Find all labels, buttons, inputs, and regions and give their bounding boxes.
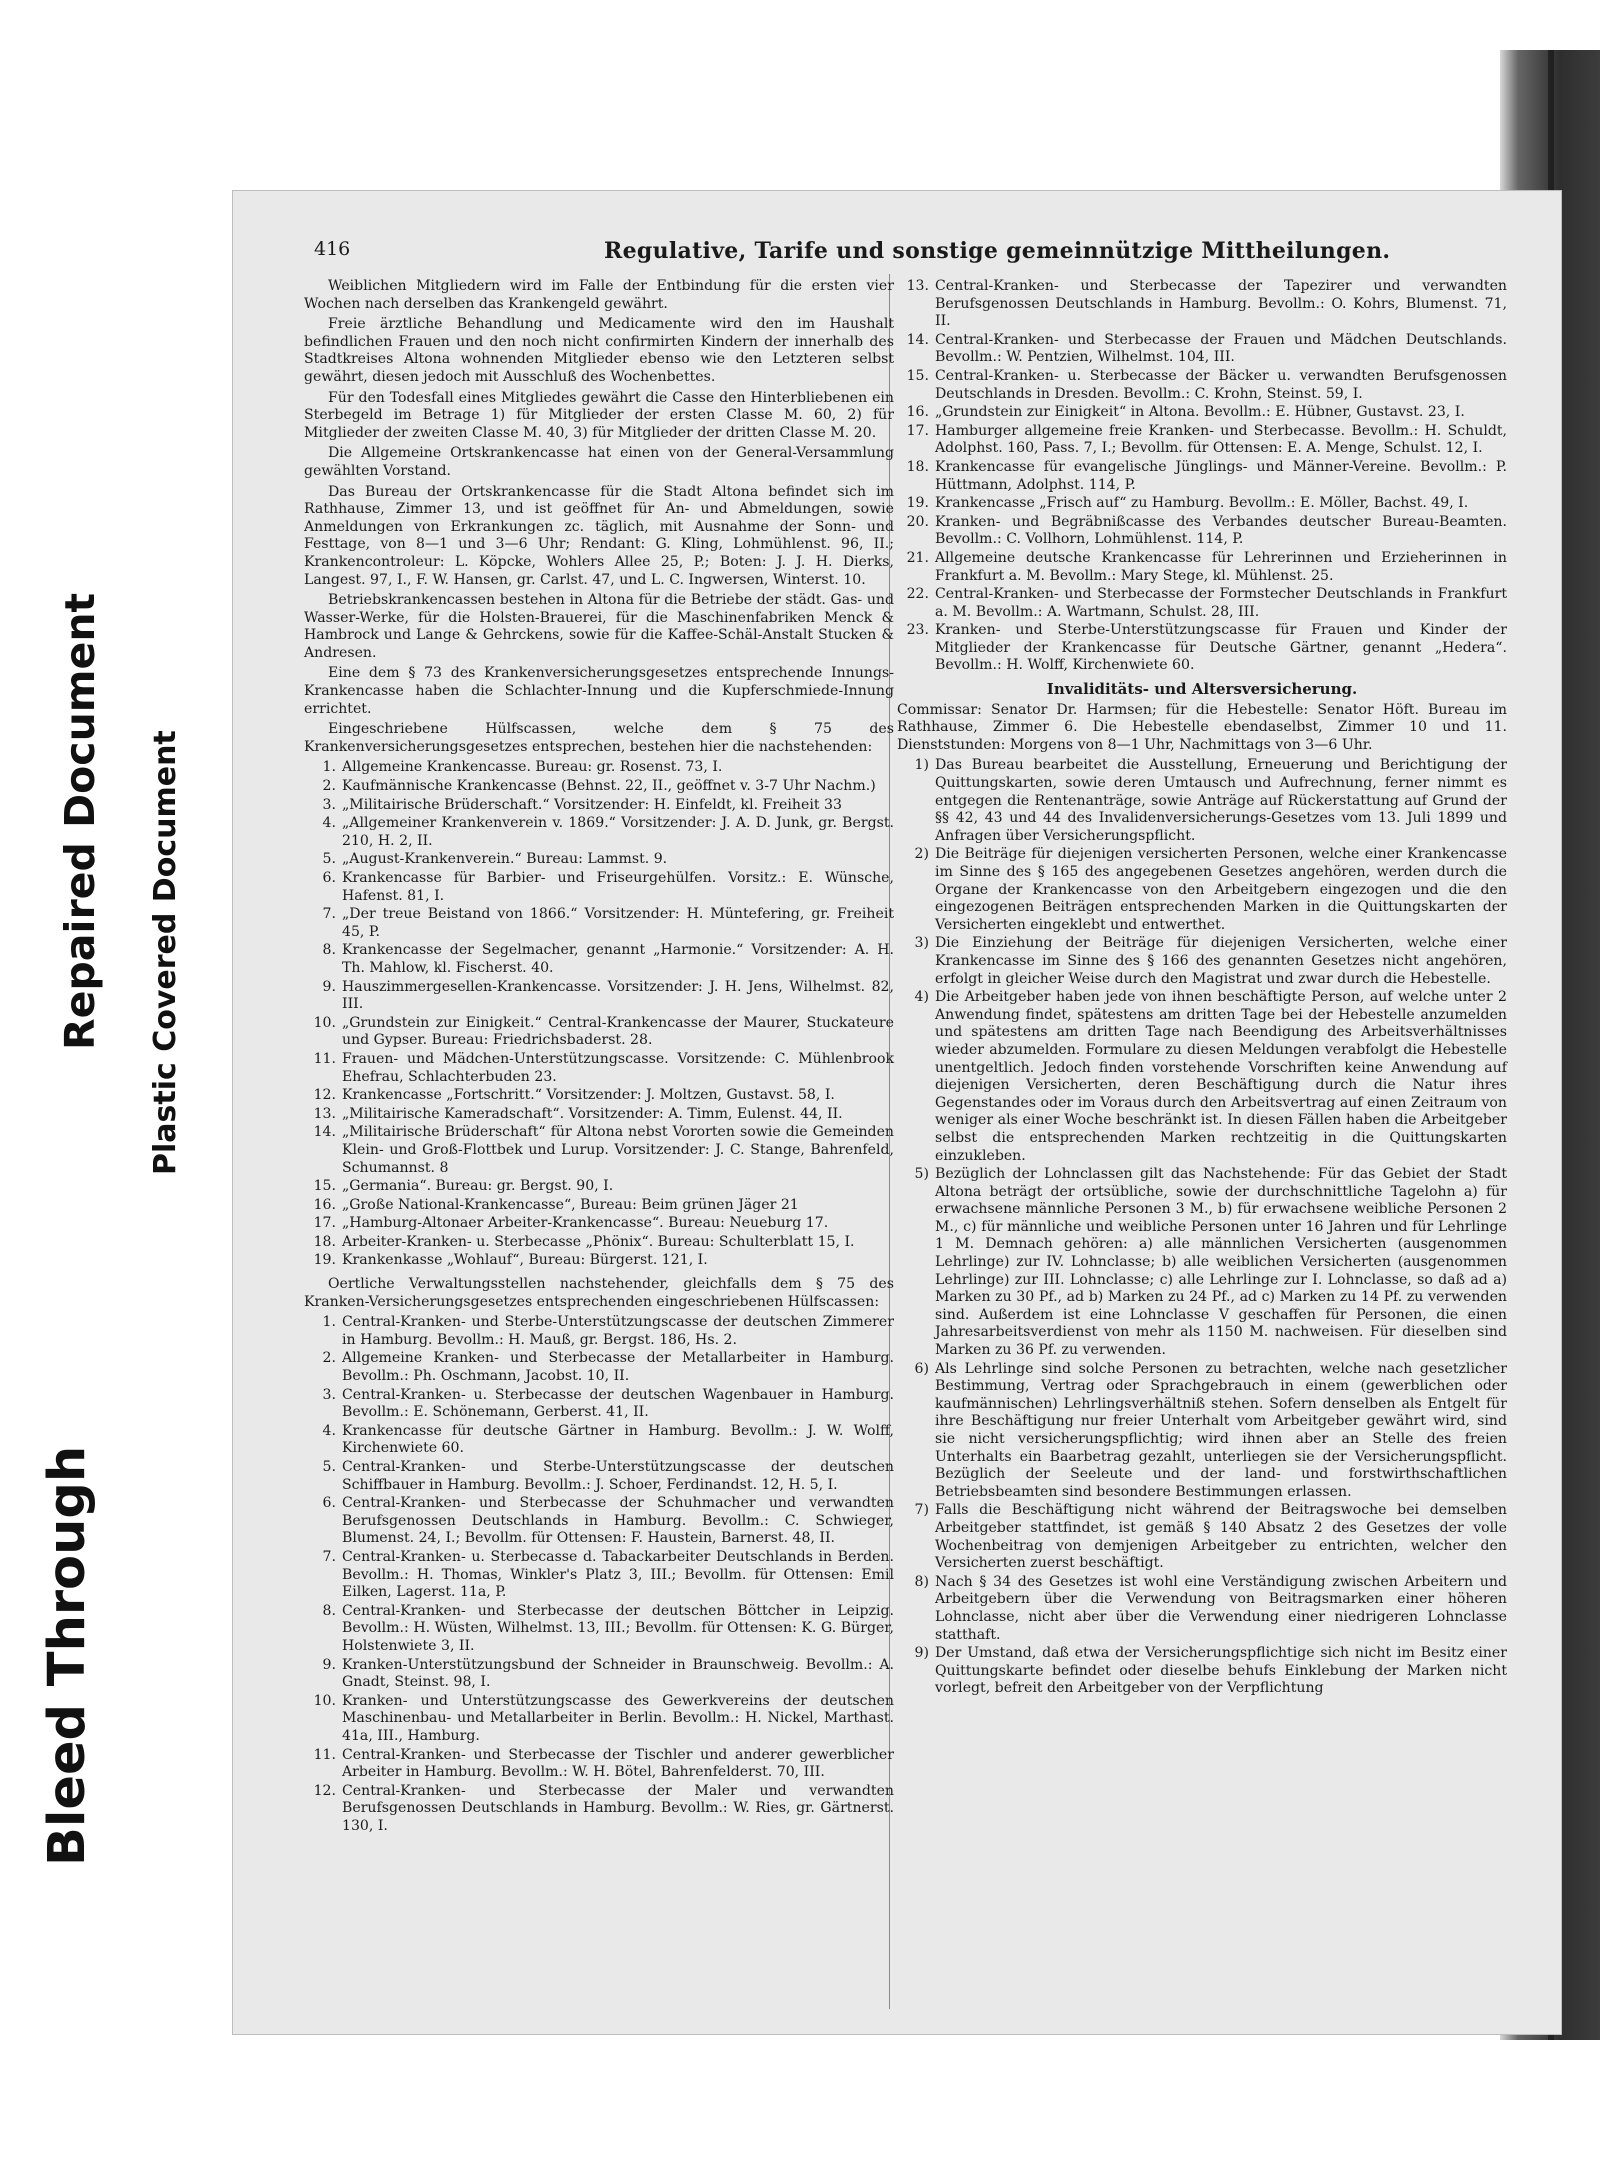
list-item-number: 5. [322, 851, 336, 868]
list-item [897, 404, 1507, 422]
list-item [304, 851, 894, 869]
list-item-text: Krankencasse für Barbier- und Friseurgehülfen. Vorsitz.: E. Wünsche, Hafenst. 81, I. [342, 870, 894, 904]
list-item [304, 759, 894, 777]
list-item-number: 17. [906, 422, 929, 439]
list-item-text: Kranken- und Sterbe-Unterstützungscasse für Frauen und Kinder der Mitglieder der Krankencasse für Deutsche Gärtner, genannt „Hedera“. Bevollm.: H. Wolff, Kirchenwiete 60. [935, 622, 1507, 674]
list-item-number: 14. [313, 1124, 336, 1141]
list-item-number: 4. [322, 1422, 336, 1439]
list-item [304, 1495, 894, 1548]
list-item-text: Allgemeine Kranken- und Sterbecasse der Metallarbeiter in Hamburg. Bevollm.: Ph. Oschmann, Jacobst. 10, II. [342, 1350, 894, 1385]
list-item-number: 19. [313, 1252, 336, 1269]
list-item-number: 2) [914, 846, 929, 863]
list-item-text: Als Lehrlinge sind solche Personen zu betrachten, welche nach gesetzlicher Bestimmung, Vertrag oder Sprachgebrauch in einem (gewerblichen oder kaufmännischen) Lehrlingsverhältniß stehen. Sofern denselben als Entgelt für ihre Beschäftigung nur freier Unterhalt vom Arbeitgeber gewährt wird, sind sie nicht versicherungspflichtig; wird ihnen aber an Stelle des freien Unterhalts ein Baarbetrag gezahlt, unterliegen sie der Versicherungspflicht. Bezüglich der Seeleute und der land- und forstwirthschaftlichen Betriebsbeamten sind besondere Bestimmungen erlassen. [935, 1360, 1507, 1500]
list-item-text: Krankencasse der Segelmacher, genannt „Harmonie.“ Vorsitzender: A. H. Th. Mahlow, kl. Fischerst. 40. [342, 942, 894, 976]
list-item-text: „Der treue Beistand von 1866.“ Vorsitzender: H. Müntefering, gr. Freiheit 45, P. [342, 906, 894, 940]
list-item [304, 1747, 894, 1782]
list-item [304, 1234, 894, 1252]
list-item-number: 21. [906, 549, 929, 566]
list-item [897, 332, 1507, 367]
list-item [304, 1603, 894, 1656]
list-item-text: Central-Kranken- u. Sterbecasse der Bäcker u. verwandten Berufsgenossen Deutschlands in Dresden. Bevollm.: C. Krohn, Steinst. 59, I. [935, 367, 1507, 402]
list-item-text: „Hamburg-Altonaer Arbeiter-Krankencasse“. Bureau: Neueburg 17. [342, 1215, 829, 1232]
list-item [304, 1387, 894, 1422]
list-item [304, 1051, 894, 1086]
list-item [304, 906, 894, 941]
list-item [897, 757, 1507, 845]
list-item [897, 459, 1507, 494]
verwaltungsstellen-list [304, 1314, 894, 1835]
list-item-number: 2. [322, 778, 336, 795]
list-item [897, 514, 1507, 549]
list-item-number: 13. [313, 1105, 336, 1122]
list-item-text: Falls die Beschäftigung nicht während der Beitragswoche bei demselben Arbeitgeber stattfindet, ist gemäß § 140 Absatz 2 des Gesetzes der volle Wochenbeitrag von demjenigen Arbeitgeber zu entrichten, welcher den Versicherten zuerst beschäftigt. [935, 1502, 1507, 1572]
list-item-text: Central-Kranken- und Sterbecasse der Tapezirer und verwandten Berufsgenossen Deutschlands in Hamburg. Bevollm.: O. Kohrs, Blumenst. 71, II. [935, 278, 1507, 330]
list-item-text: Allgemeine deutsche Krankencasse für Lehrerinnen und Erzieherinnen in Frankfurt a. M. Bevollm.: Mary Stege, kl. Mühlenst. 25. [935, 549, 1507, 584]
list-item-text: „Grundstein zur Einigkeit“ in Altona. Bevollm.: E. Hübner, Gustavst. 23, I. [935, 404, 1465, 421]
list-item [304, 1657, 894, 1692]
list-item-text: „Militairische Brüderschaft“ für Altona nebst Vororten sowie die Gemeinden Klein- und Groß-Flottbek und Lurup. Vorsitzender: J. C. Stange, Bahrenfeld, Schumannst. 8 [342, 1124, 894, 1176]
list-item-text: Central-Kranken- und Sterbecasse der Formstecher Deutschlands in Frankfurt a. M. Bevollm.: A. Wartmann, Schulst. 28, III. [935, 586, 1507, 620]
paragraph: Die Allgemeine Ortskrankencasse hat einen von der General-Versammlung gewählten Vorstand. [304, 445, 894, 479]
list-item-text: „Grundstein zur Einigkeit.“ Central-Krankencasse der Maurer, Stuckateure und Gypser. Bureau: Friedrichsbaderst. 28. [342, 1014, 894, 1049]
list-item-number: 4. [322, 815, 336, 832]
list-item [304, 979, 894, 1014]
list-item [304, 778, 894, 796]
list-item [897, 935, 1507, 988]
list-item-number: 5) [914, 1166, 929, 1183]
list-item-number: 23. [906, 622, 929, 639]
list-item-text: Central-Kranken- und Sterbecasse der deutschen Böttcher in Leipzig. Bevollm.: H. Wüsten, Wilhelmst. 13, III.; Bevollm. für Ottensen: K. G. Bürger, Holstenwiete 3, II. [342, 1602, 894, 1654]
list-item-number: 8. [322, 942, 336, 959]
list-item-text: Die Beiträge für diejenigen versicherten Personen, welche einer Krankencasse im Sinne des § 165 des angegebenen Gesetzes angehören, werden durch die Organe der Krankencasse von den Arbeitgebern eingezogen und die den eingezogenen Beiträgen entsprechenden Marken in die Quittungskarten der Versicherten eingeklebt und entwerthet. [935, 846, 1507, 933]
list-item-number: 14. [906, 331, 929, 348]
list-item [304, 1423, 894, 1458]
list-item [304, 1087, 894, 1105]
list-item-number: 5. [322, 1459, 336, 1475]
list-item-text: Bezüglich der Lohnclassen gilt das Nachstehende: Für das Gebiet der Stadt Altona beträgt der ortsübliche, sowie der durchschnittliche Tagelohn a) für erwachsene männliche Personen 3 M., b) für erwachsene weibliche Personen 2 M., c) für männliche und weibliche Personen unter 16 Jahren und für Lehrlinge 1 M. Demnach gehören: a) alle männlichen Versicherten (ausgenommen Lehrlinge) zur IV. Lohnclasse; b) alle weiblichen Versicherten (ausgenommen Lehrlinge) zur III. Lohnclasse; c) alle Lehrlinge zur I. Lohnclasse, so daß ad a) Marken zu 30 Pf., ad b) Marken zu 24 Pf., ad c) Marken zu 14 Pf. zu verwenden sind. Außerdem ist eine Lohnclasse V geschaffen für Personen, die einen Jahresarbeitsverdienst von mehr als 1150 M. nachweisen. Für dieselben sind Marken zu 36 Pf. zu verwenden. [935, 1166, 1507, 1359]
paragraph: Eingeschriebene Hülfscassen, welche dem § 75 des Krankenversicherungsgesetzes entsprechen, bestehen hier die nachstehenden: [304, 721, 894, 755]
list-item-text: Central-Kranken- und Sterbecasse der Frauen und Mädchen Deutschlands. Bevollm.: W. Pentzien, Wilhelmst. 104, III. [935, 331, 1507, 366]
list-item-text: Krankencasse „Frisch auf“ zu Hamburg. Bevollm.: E. Möller, Bachst. 49, I. [935, 495, 1469, 512]
list-item-number: 6. [322, 870, 336, 886]
list-item-number: 11. [313, 1050, 336, 1067]
list-item-number: 3. [322, 796, 336, 813]
list-item-text: Krankenkasse „Wohlauf“, Bureau: Bürgerst. 121, I. [342, 1252, 708, 1269]
list-item [897, 368, 1507, 403]
list-item-number: 18. [313, 1233, 336, 1250]
paragraph: Weiblichen Mitgliedern wird im Falle der Entbindung für die ersten vier Wochen nach derselben das Krankengeld gewährt. [304, 278, 894, 312]
list-item-text: Arbeiter-Kranken- u. Sterbecasse „Phönix“. Bureau: Schulterblatt 15, I. [342, 1233, 855, 1250]
section-heading: Invaliditäts- und Altersversicherung. [1046, 680, 1358, 699]
list-item-text: Krankencasse „Fortschritt.“ Vorsitzender: J. Moltzen, Gustavst. 58, I. [342, 1087, 835, 1104]
list-item-number: 9) [914, 1645, 929, 1662]
list-item-text: Central-Kranken- und Sterbecasse der Schuhmacher und verwandten Berufsgenossen Deutschlands in Hamburg. Bevollm.: C. Schwieger, Blumenst. 24, I.; Bevollm. für Ottensen: F. Haustein, Barnerst. 48, II. [342, 1495, 894, 1547]
list-item-number: 1) [914, 757, 929, 774]
list-item-text: Kranken- und Unterstützungscasse des Gewerkvereins der deutschen Maschinenbau- und Metallarbeiter in Berlin. Bevollm.: H. Nickel, Marthast. 41a, III., Hamburg. [342, 1692, 894, 1744]
list-item-text: Frauen- und Mädchen-Unterstützungscasse. Vorsitzende: C. Mühlenbrook Ehefrau, Schlachterbuden 23. [342, 1050, 894, 1085]
invaliditaet-rules-list [897, 757, 1507, 1697]
paragraph: Das Bureau der Ortskrankencasse für die Stadt Altona befindet sich im Rathhause, Zimmer 13, und ist geöffnet für An- und Abmeldungen, sowie Anmeldungen von Erkrankungen zc. täglich, mit Ausnahme der Sonn- und Festtage, von 8—1 und 3—6 Uhr; Rendant: G. Kling, Lohmühlenst. 96, II.; Krankencontroleur: L. Köpcke, Wohlers Allee 25, P.; Boten: J. J. H. Dierks, Langest. 97, I., F. W. Hansen, gr. Carlst. 47, und L. C. Ingwersen, Winterst. 10. [304, 483, 894, 588]
list-item [304, 1783, 894, 1836]
list-item [897, 1166, 1507, 1360]
document-page [232, 190, 1562, 2035]
list-item [304, 797, 894, 815]
paragraph: Freie ärztliche Behandlung und Medicamente wird den im Haushalt befindlichen Frauen und den noch nicht confirmirten Kindern der innerhalb des Stadtkreises Altona wohnenden Mitglieder ebenso wie den Letzteren selbst gewährt, diesen jedoch mit Ausschluß des Wochenbettes. [304, 316, 894, 385]
list-item [897, 846, 1507, 934]
list-item [304, 1252, 894, 1270]
paragraph: Commissar: Senator Dr. Harmsen; für die Hebestelle: Senator Höft. Bureau im Rathhause, Zimmer 6. Die Hebestelle ebendaselbst, Zimmer 10 und 11. Dienststunden: Morgens von 8—1 Uhr, Nachmittags von 3—6 Uhr. [897, 701, 1507, 753]
list-item-text: „Germania“. Bureau: gr. Bergst. 90, I. [342, 1178, 614, 1195]
list-item-text: Central-Kranken- u. Sterbecasse d. Tabackarbeiter Deutschlands in Berden. Bevollm.: H. Thomas, Winkler's Platz 3, III.; Bevollm. für Ottensen: Emil Eilken, Lagerst. 11a, P. [342, 1548, 894, 1601]
list-item [897, 550, 1507, 585]
list-item-number: 8) [914, 1573, 929, 1590]
list-item [304, 1197, 894, 1215]
verwaltungsstellen-list-continued [897, 278, 1507, 675]
list-item-number: 16. [313, 1196, 336, 1213]
list-item [304, 1549, 894, 1602]
list-item [304, 1215, 894, 1233]
list-item-number: 10. [313, 1692, 336, 1709]
list-item-number: 20. [906, 513, 929, 530]
list-item-text: Central-Kranken- und Sterbecasse der Maler und verwandten Berufsgenossen Deutschlands in Hamburg. Bevollm.: W. Ries, gr. Gärtnerst. 130, I. [342, 1782, 894, 1834]
list-item [897, 1645, 1507, 1698]
list-item-number: 6. [322, 1495, 336, 1512]
page-header [314, 238, 1554, 266]
list-item [304, 1459, 894, 1494]
page-number: 416 [314, 238, 351, 260]
list-item [304, 942, 894, 977]
list-item-text: Central-Kranken- und Sterbecasse der Tischler und anderer gewerblicher Arbeiter in Hamburg. Bevollm.: W. H. Bötel, Bahrenfelderst. 70, III. [342, 1746, 894, 1781]
list-item-number: 1. [322, 1314, 336, 1331]
list-item-number: 17. [313, 1215, 336, 1232]
right-column [897, 278, 1507, 1699]
list-item-number: 18. [906, 458, 929, 475]
list-item-number: 12. [313, 1087, 336, 1104]
paragraph: Für den Todesfall eines Mitgliedes gewährt die Casse den Hinterbliebenen ein Sterbegeld im Betrage 1) für Mitglieder der ersten Classe M. 60, 2) für Mitglieder der zweiten Classe M. 40, 3) für Mitglieder der dritten Classe M. 20. [304, 389, 894, 441]
list-item-number: 7) [914, 1502, 929, 1519]
stamp-bleed-through: Bleed Through [38, 1445, 97, 1866]
page-title: Regulative, Tarife und sonstige gemeinnützige Mittheilungen. [604, 238, 1391, 264]
list-item-number: 15. [313, 1178, 336, 1195]
list-item-number: 1. [322, 759, 336, 776]
list-item-text: Kranken-Unterstützungsbund der Schneider in Braunschweig. Bevollm.: A. Gnadt, Steinst. 98, I. [342, 1656, 894, 1691]
list-item-text: Das Bureau bearbeitet die Ausstellung, Erneuerung und Berichtigung der Quittungskarten, sowie deren Umtausch und Aufrechnung, ferner nimmt es entgegen die Rentenanträge, sowie Anträge auf Rückerstattung auf Grund der §§ 42, 43 und 44 des Invalidenversicherungs-Gesetzes vom 13. Juli 1899 und Anfragen über Versicherungspflicht. [935, 757, 1507, 844]
list-item-number: 7. [322, 1548, 336, 1565]
list-item-text: „Militairische Brüderschaft.“ Vorsitzender: H. Einfeldt, kl. Freiheit 33 [342, 796, 842, 813]
list-item [304, 815, 894, 850]
list-item-text: Hamburger allgemeine freie Kranken- und Sterbecasse. Bevollm.: H. Schuldt, Adolphst. 160, Pass. 7, I.; Bevollm. für Ottensen: E. A. Menge, Schulst. 12, I. [935, 422, 1507, 457]
list-item [304, 1350, 894, 1385]
list-item-text: „Allgemeiner Krankenverein v. 1869.“ Vorsitzender: J. A. D. Junk, gr. Bergst. 210, H. 2, II. [342, 815, 894, 849]
stamp-plastic-covered-document: Plastic Covered Document [148, 730, 183, 1175]
list-item-number: 13. [906, 278, 929, 294]
list-item [897, 622, 1507, 675]
list-item [304, 1015, 894, 1050]
list-item-number: 4) [914, 989, 929, 1006]
list-item-number: 2. [322, 1350, 336, 1367]
list-item-text: Hauszimmergesellen-Krankencasse. Vorsitzender: J. H. Jens, Wilhelmst. 82, III. [342, 978, 894, 1013]
list-item [304, 1106, 894, 1124]
list-item-number: 15. [906, 367, 929, 384]
list-item-text: Central-Kranken- und Sterbe-Unterstützungscasse der deutschen Schiffbauer in Hamburg. Bevollm.: J. Schoer, Ferdinandst. 12, H. 5, I. [342, 1459, 894, 1493]
list-item-number: 22. [906, 586, 929, 603]
list-item-text: Die Arbeitgeber haben jede von ihnen beschäftigte Person, auf welche unter 2 Anwendung findet, spätestens am dritten Tage bei der Hebestelle anzumelden und spätestens am dritten Tage nach Beendigung des Arbeitsverhältnisses wieder abzumelden. Formulare zu diesen Meldungen verabfolgt die Hebestelle unentgeltlich. Jedoch finden vorstehende Vorschriften keine Anwendung auf diejenigen Versicherten, deren Beschäftigung durch die Natur ihres Gegenstandes oder im Voraus durch den Arbeitsvertrag auf einen Zeitraum von weniger als einer Woche beschränkt ist. In diesen Fällen haben die Arbeitgeber selbst die entsprechenden Marken rechtzeitig in die Quittungskarten einzukleben. [935, 989, 1507, 1164]
left-column [304, 278, 894, 1836]
list-item [897, 1574, 1507, 1644]
list-item-text: „Große National-Krankencasse“, Bureau: Beim grünen Jäger 21 [342, 1196, 799, 1213]
list-item [897, 1361, 1507, 1502]
list-item [304, 1693, 894, 1746]
list-item [304, 1124, 894, 1177]
list-item-text: Central-Kranken- u. Sterbecasse der deutschen Wagenbauer in Hamburg. Bevollm.: E. Schönemann, Gerberst. 41, II. [342, 1386, 894, 1421]
stamp-repaired-document: Repaired Document [56, 592, 104, 1050]
list-item-number: 6) [914, 1360, 929, 1377]
list-item-text: Krankencasse für deutsche Gärtner in Hamburg. Bevollm.: J. W. Wolff, Kirchenwiete 60. [342, 1422, 894, 1457]
list-item [304, 870, 894, 905]
list-item [897, 423, 1507, 458]
list-item-text: Kaufmännische Krankencasse (Behnst. 22, II., geöffnet v. 3-7 Uhr Nachm.) [342, 778, 876, 795]
paragraph: Eine dem § 73 des Krankenversicherungsgesetzes entsprechende Innungs-Krankencasse haben die Schlachter-Innung und die Kupferschmiede-Innung errichtet. [304, 665, 894, 717]
list-item-number: 19. [906, 495, 929, 512]
list-item-number: 10. [313, 1014, 336, 1031]
paragraph: Oertliche Verwaltungsstellen nachstehender, gleichfalls dem § 75 des Kranken-Versicherungsgesetzes entsprechenden eingeschriebenen Hülfscassen: [304, 1276, 894, 1310]
list-item-number: 3. [322, 1386, 336, 1403]
list-item-number: 16. [906, 404, 929, 421]
list-item-text: Der Umstand, daß etwa der Versicherungspflichtige sich nicht im Besitz einer Quittungskarte befindet oder dieselbe behufs Einklebung der Marken nicht vorlegt, befreit den Arbeitgeber von der Verpflichtung [935, 1645, 1507, 1697]
list-item [304, 1178, 894, 1196]
list-item-number: 8. [322, 1602, 336, 1619]
list-item-number: 9. [322, 978, 336, 995]
list-item-text: Central-Kranken- und Sterbe-Unterstützungscasse der deutschen Zimmerer in Hamburg. Bevollm.: H. Mauß, gr. Bergst. 186, Hs. 2. [342, 1314, 894, 1348]
paragraph: Betriebskrankencassen bestehen in Altona für die Betriebe der städt. Gas- und Wasser-Werke, für die Holsten-Brauerei, für die Maschinenfabriken Menck & Hambrock und Lange & Gehrckens, sowie für die Kaffee-Schäl-Anstalt Stucken & Andresen. [304, 592, 894, 661]
list-item [897, 278, 1507, 331]
list-item [304, 1314, 894, 1349]
hilfscassen-list [304, 759, 894, 1270]
list-item-text: Krankencasse für evangelische Jünglings- und Männer-Vereine. Bevollm.: P. Hüttmann, Adolphst. 114, P. [935, 458, 1507, 493]
list-item [897, 989, 1507, 1165]
list-item-number: 7. [322, 906, 336, 923]
list-item-text: Kranken- und Begräbnißcasse des Verbandes deutscher Bureau-Beamten. Bevollm.: C. Vollhorn, Lohmühlenst. 114, P. [935, 513, 1507, 548]
list-item-number: 11. [313, 1746, 336, 1763]
list-item-text: Allgemeine Krankencasse. Bureau: gr. Rosenst. 73, I. [342, 759, 723, 776]
list-item-text: Die Einziehung der Beiträge für diejenigen Versicherten, welche einer Krankencasse im Sinne des § 166 des genannten Gesetzes nicht angehören, erfolgt in gleicher Weise durch den Magistrat und zwar durch die Hebestelle. [935, 935, 1507, 987]
list-item-text: „August-Krankenverein.“ Bureau: Lammst. 9. [342, 851, 668, 868]
list-item-text: „Militairische Kameradschaft“. Vorsitzender: A. Timm, Eulenst. 44, II. [342, 1105, 843, 1122]
list-item-number: 3) [914, 935, 929, 952]
list-item [897, 586, 1507, 621]
list-item-number: 9. [322, 1656, 336, 1673]
list-item [897, 1502, 1507, 1572]
list-item [897, 495, 1507, 513]
list-item-number: 12. [313, 1782, 336, 1799]
list-item-text: Nach § 34 des Gesetzes ist wohl eine Verständigung zwischen Arbeitern und Arbeitgebern über die Verwendung von Beitragsmarken einer höheren Lohnclasse, nicht aber über die Verwendung einer niedrigeren Lohnclasse statthaft. [935, 1573, 1507, 1643]
